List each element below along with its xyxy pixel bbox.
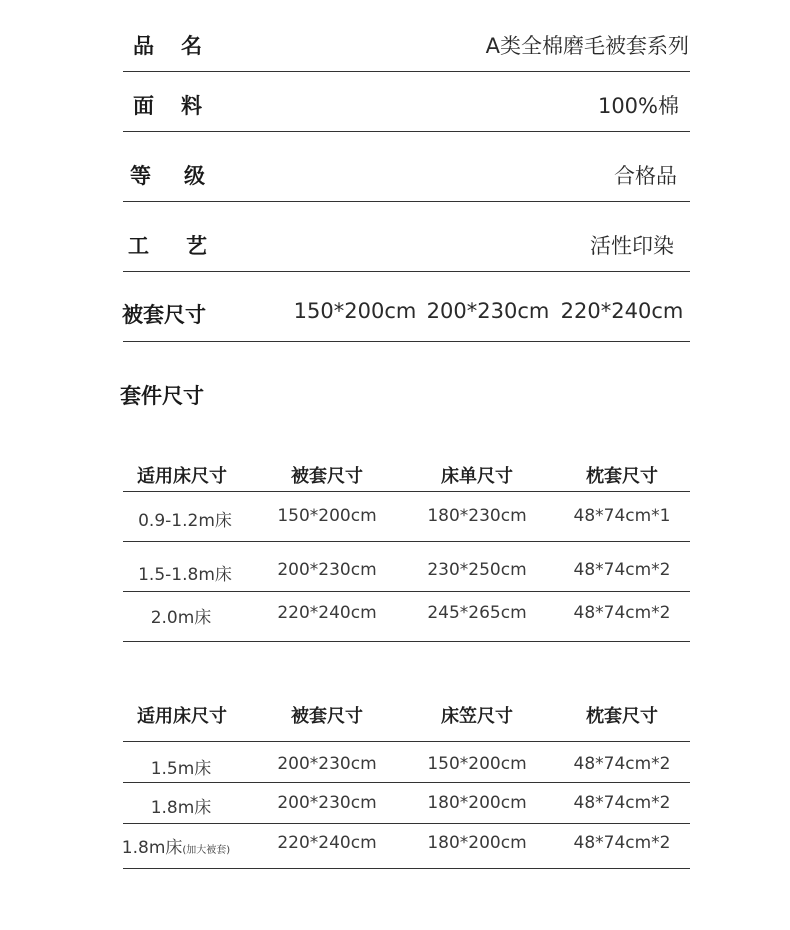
- table1-row2-cover: 200*230cm: [277, 560, 377, 580]
- table2-header-pillow: 枕套尺寸: [586, 706, 658, 727]
- spec-label-cover-size: 被套尺寸: [122, 303, 206, 327]
- table2-row1-pillow: 48*74cm*2: [573, 754, 671, 774]
- spec-value-name: A类全棉磨毛被套系列: [485, 34, 689, 58]
- spec-label-fabric-char2: 料: [181, 94, 202, 118]
- divider: [123, 541, 690, 542]
- divider: [123, 641, 690, 642]
- table1-row3-pillow: 48*74cm*2: [573, 603, 671, 623]
- spec-value-craft: 活性印染: [590, 234, 674, 258]
- table1-row2-pillow: 48*74cm*2: [573, 560, 671, 580]
- divider: [123, 201, 690, 202]
- table2-row3-pillow: 48*74cm*2: [573, 833, 671, 853]
- table1-row3-cover: 220*240cm: [277, 603, 377, 623]
- spec-value-fabric: 100%棉: [597, 94, 679, 118]
- divider: [123, 591, 690, 592]
- table1-row3-bed: 2.0m床: [150, 608, 212, 628]
- table2-row1-cover: 200*230cm: [277, 754, 377, 774]
- cover-size-value-1: 150*200cm: [293, 299, 417, 323]
- table1-row1-bed: 0.9-1.2m床: [138, 511, 232, 531]
- divider: [123, 341, 690, 342]
- table2-row1-fitted: 150*200cm: [427, 754, 527, 774]
- spec-label-grade-char2: 级: [184, 164, 205, 188]
- table2-row3-cover: 220*240cm: [277, 833, 377, 853]
- divider: [123, 868, 690, 869]
- table1-row1-sheet: 180*230cm: [427, 506, 527, 526]
- table1-row1-pillow: 48*74cm*1: [573, 506, 671, 526]
- spec-label-craft-char1: 工: [128, 234, 149, 258]
- table1-header-pillow: 枕套尺寸: [586, 466, 658, 487]
- table1-header-sheet: 床单尺寸: [441, 466, 513, 487]
- divider: [123, 491, 690, 492]
- table2-row2-bed: 1.8m床: [150, 798, 212, 818]
- table2-row1-bed: 1.5m床: [150, 759, 212, 779]
- spec-label-name-char2: 名: [181, 34, 202, 58]
- table2-row2-cover: 200*230cm: [277, 793, 377, 813]
- table1-row2-bed: 1.5-1.8m床: [138, 565, 232, 585]
- spec-label-name: [133, 30, 202, 60]
- spec-value-grade: 合格品: [614, 164, 677, 188]
- spec-label-grade: [130, 160, 205, 190]
- table1-row2-sheet: 230*250cm: [427, 560, 527, 580]
- table2-row3-fitted: 180*200cm: [427, 833, 527, 853]
- spec-label-name-char1: 品: [133, 34, 154, 58]
- spec-label-craft-char2: 艺: [186, 234, 207, 258]
- table2-header-bed: 适用床尺寸: [137, 706, 227, 727]
- table2-row2-fitted: 180*200cm: [427, 793, 527, 813]
- table1-header-bed: 适用床尺寸: [137, 466, 227, 487]
- table2-row3-note: (加大被套): [182, 845, 231, 856]
- table2-row2-pillow: 48*74cm*2: [573, 793, 671, 813]
- section-title: 套件尺寸: [120, 384, 204, 408]
- table2-header-fitted: 床笠尺寸: [441, 706, 513, 727]
- divider: [123, 782, 690, 783]
- divider: [123, 823, 690, 824]
- cover-size-value-3: 220*240cm: [560, 299, 684, 323]
- spec-label-fabric-char1: 面: [133, 94, 154, 118]
- divider: [123, 271, 690, 272]
- spec-label-grade-char1: 等: [130, 164, 151, 188]
- table1-header-cover: 被套尺寸: [291, 466, 363, 487]
- divider: [123, 131, 690, 132]
- table2-row3-bed-label: 1.8m床: [121, 838, 183, 858]
- table2-header-cover: 被套尺寸: [291, 706, 363, 727]
- spec-label-craft: [128, 230, 207, 260]
- divider: [123, 741, 690, 742]
- cover-size-value-2: 200*230cm: [426, 299, 550, 323]
- spec-label-fabric: [133, 90, 202, 120]
- table1-row3-sheet: 245*265cm: [427, 603, 527, 623]
- table2-row3-bed: [122, 833, 230, 858]
- divider: [123, 71, 690, 72]
- table1-row1-cover: 150*200cm: [277, 506, 377, 526]
